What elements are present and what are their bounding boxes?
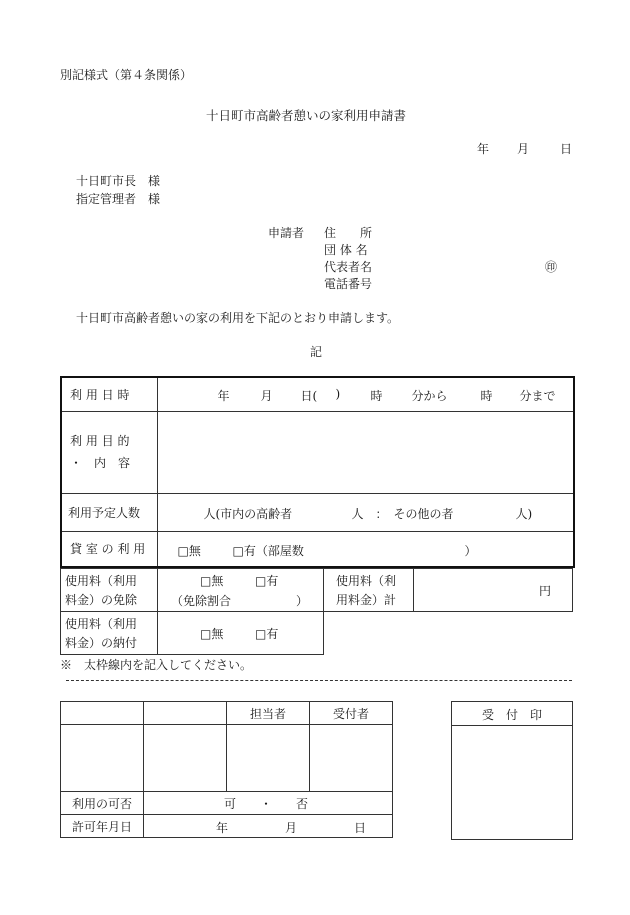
permission-label: 利用の可否 — [61, 792, 144, 815]
people-row — [61, 493, 574, 531]
people-label: 利用予定人数 — [61, 493, 157, 531]
applicant-representative-label: 代表者名 — [324, 260, 373, 274]
purpose-label-line1: 利 用 目 的 — [70, 434, 130, 448]
dt-year: 年 — [217, 389, 230, 403]
fee-exempt-label-line1: 使用料（利用 — [65, 574, 138, 588]
room-row — [61, 531, 574, 567]
applicant-group-label: 団 体 名 — [324, 243, 368, 257]
office-stamp-receiver — [310, 725, 393, 792]
office-stamp-row — [61, 725, 393, 792]
room-count-close: ） — [464, 543, 477, 558]
office-stamp-2 — [144, 725, 227, 792]
addressee-mayor: 十日町市長 様 — [76, 174, 161, 188]
seal-mark: ㊞ — [545, 260, 558, 274]
office-header-row — [61, 702, 393, 725]
reception-stamp-label: 受 付 印 — [481, 708, 542, 722]
permit-date-row — [61, 815, 393, 838]
dt-hour-to: 時 — [480, 389, 493, 403]
permit-date-label: 許可年月日 — [61, 815, 144, 838]
room-option-yes[interactable]: □有（部屋数 — [232, 543, 304, 558]
fee-exempt-label-line2: 料金）の免除 — [65, 593, 138, 607]
people-text-close: 人) — [515, 506, 533, 521]
permit-date-month: 月 — [285, 821, 298, 835]
fee-exempt-label — [65, 572, 137, 610]
applicant-label: 申請者 — [268, 226, 305, 240]
dt-month: 月 — [260, 389, 273, 403]
room-label: 貸 室 の 利 用 — [61, 531, 157, 567]
fee-exempt-ratio-close: ） — [296, 594, 309, 608]
purpose-label — [61, 411, 157, 493]
permit-date-year: 年 — [216, 821, 229, 835]
addressee-manager: 指定管理者 様 — [76, 192, 161, 206]
office-header-1 — [61, 702, 144, 725]
dt-paren-close: ) — [335, 387, 341, 401]
office-stamp-1 — [61, 725, 144, 792]
purpose-field[interactable] — [157, 411, 574, 493]
fee-payment-label-line1: 使用料（利用 — [65, 617, 138, 631]
fee-payment-option-yes[interactable]: □有 — [255, 627, 279, 641]
purpose-row — [61, 411, 574, 493]
permit-date-field — [144, 815, 393, 838]
room-field — [157, 531, 574, 567]
reception-stamp-box — [451, 701, 573, 840]
dt-hour-from: 時 — [370, 389, 383, 403]
purpose-label-line2: ・ 内 容 — [70, 456, 131, 470]
permission-row — [61, 792, 393, 815]
fee-total-label-line1: 使用料（利 — [336, 574, 397, 588]
datetime-label: 利 用 日 時 — [61, 377, 157, 411]
people-field[interactable] — [157, 493, 574, 531]
room-option-none[interactable]: □無 — [177, 543, 201, 558]
date-month: 月 — [517, 142, 530, 156]
datetime-field[interactable] — [157, 377, 574, 411]
people-text-others: 人 ： その他の者 — [351, 506, 454, 521]
fee-exempt-option-none[interactable]: □無 — [200, 574, 224, 588]
people-text-elderly: 人(市内の高齢者 — [203, 506, 293, 521]
dt-minute-to: 分まで — [519, 389, 556, 403]
office-header-staff: 担当者 — [227, 702, 310, 725]
application-main-table — [60, 376, 575, 568]
fee-exempt-row — [60, 568, 324, 612]
permit-date-day: 日 — [354, 821, 367, 835]
fee-total-cell — [323, 568, 573, 612]
office-stamp-staff — [227, 725, 310, 792]
fee-payment-option-none[interactable]: □無 — [200, 627, 224, 641]
document-title: 十日町市高齢者憩いの家利用申請書 — [206, 108, 407, 123]
dt-day: 日( — [300, 389, 318, 403]
office-use-table — [60, 701, 393, 838]
dt-minute-from: 分から — [411, 389, 448, 403]
form-label: 別記様式（第４条関係） — [60, 68, 193, 82]
fee-payment-label-line2: 料金）の納付 — [65, 636, 138, 650]
fee-total-unit: 円 — [539, 584, 552, 598]
date-year: 年 — [477, 142, 490, 156]
cut-line — [66, 680, 572, 681]
fee-exempt-ratio: （免除割合 — [171, 594, 232, 608]
fee-exempt-option-yes[interactable]: □有 — [255, 574, 279, 588]
note-text: ※ 太枠線内を記入してください。 — [60, 658, 253, 672]
applicant-address-label: 住 所 — [324, 226, 373, 240]
permission-value: 可 ・ 否 — [144, 792, 393, 815]
fee-total-label — [336, 572, 396, 610]
office-header-2 — [144, 702, 227, 725]
fee-total-label-line2: 用料金）計 — [336, 593, 397, 607]
office-header-receiver: 受付者 — [310, 702, 393, 725]
application-statement: 十日町市高齢者憩いの家の利用を下記のとおり申請します。 — [76, 311, 400, 325]
datetime-row — [61, 377, 574, 411]
ki-heading: 記 — [310, 345, 323, 359]
date-day: 日 — [560, 142, 573, 156]
fee-payment-label — [65, 615, 137, 653]
applicant-phone-label: 電話番号 — [324, 277, 373, 291]
fee-payment-row — [60, 611, 324, 655]
